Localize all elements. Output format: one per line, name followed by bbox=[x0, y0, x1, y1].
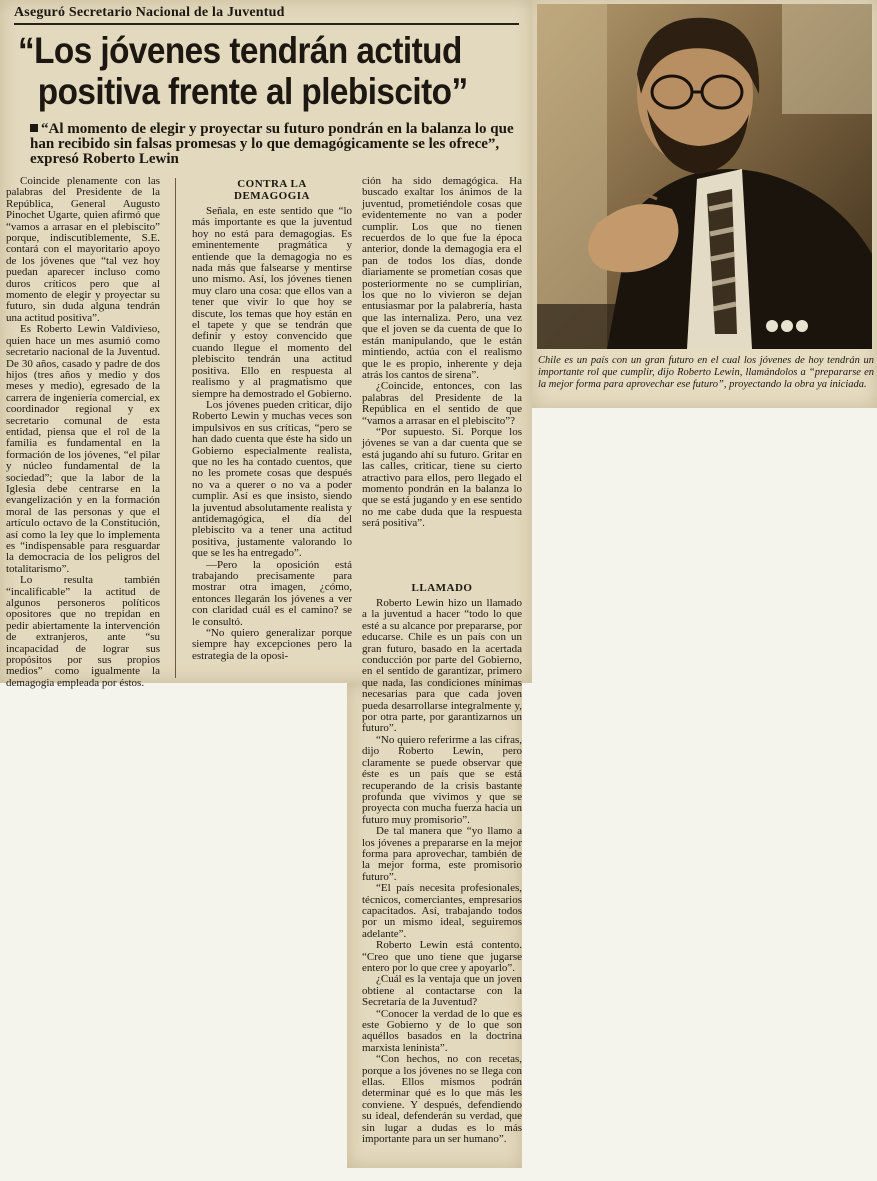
subheading-contra-la-demagogia bbox=[192, 178, 352, 202]
column-rule bbox=[175, 178, 176, 678]
deck-text: “Al momento de elegir y proyectar su futuro pondrán en la balanza lo que han recibido sin falsas promesas y lo que demagógicamente se les ofrece”, expresó Roberto Lewin bbox=[30, 121, 514, 167]
photo-caption: Chile es un país con un gran futuro en el cual los jóvenes de hoy tendrán un importante rol que cumplir, dijo Roberto Lewin, llamándolos a “prepararse en la mejor forma para aprovechar ese futuro”, proyectando la obra ya iniciada. bbox=[538, 355, 874, 390]
paragraph: Es Roberto Lewin Valdivieso, quien hace un mes asumió como secretario nacional de la Juventud. De 30 años, casado y padre de dos hijos (tres años y medio y dos meses y medio), egresado de la carrera de ingeniería comercial, ex coordinador regional y ex secretario comunal de esta entidad, piensa que el rol de la familia es fundamental en la formación de los jóvenes, “el pilar y núcleo fundamental de la sociedad”; que la labor de la Iglesia debe centrarse en la evangelización y en la formación moral de las personas y que el artículo octavo de la Constitución, así como la ley que lo implementa es “indispensable para resguardar la democracia de los peligros del totalitarismo”. bbox=[6, 323, 160, 575]
portrait-image bbox=[537, 4, 872, 349]
paragraph: “No quiero generalizar porque siempre hay excepciones pero la estrategia de la oposi- bbox=[192, 627, 352, 662]
portrait-photo bbox=[537, 4, 872, 349]
paragraph: Roberto Lewin está contento. “Creo que uno tiene que jugarse entero por lo que cree y apoyarlo”. bbox=[362, 939, 522, 974]
paragraph: “Con hechos, no con recetas, porque a los jóvenes no se llega con ellas. Ellos mismos podrán determinar qué es lo que más les conviene. Y después, defendiendo su ideal, defenderán su verdad, que sin lugar a dudas es lo más importante para un ser humano”. bbox=[362, 1053, 522, 1146]
paragraph: Roberto Lewin hizo un llamado a la juventud a hacer “todo lo que esté a su alcance por prepararse, por educarse. Chile es un país con un gran futuro, basado en la acertada conducción por parte del Gobierno, en el sentido de garantizar, primero que nada, las condiciones mínimas necesarias para que cada joven pueda desarrollarse integralmente y, por otra parte, por garantizarnos un futuro”. bbox=[362, 597, 522, 735]
kicker: Aseguró Secretario Nacional de la Juventud bbox=[14, 5, 519, 25]
paragraph: Señala, en este sentido que “lo más importante es que la juventud hoy no está para demagogias. Es eminentemente pragmática y entiende que la demagogia no es nada más que falsearse y mentirse uno mismo. Así, los jóvenes tienen muy claro una cosa: que ellos van a tener que vivir lo que hoy se discute, los temas que hoy están en el tapete y que se tendrán que definir y estoy convencido que cuando llegue el momento del plebiscito tendrán una actitud positiva. Ello en respuesta al realismo y al pragmatismo que siempre ha demostrado el Gobierno. bbox=[192, 205, 352, 400]
paragraph: De tal manera que “yo llamo a los jóvenes a prepararse en la mejor forma para aprovechar, también de la mejor forma, este promisorio futuro”. bbox=[362, 825, 522, 883]
bullet-square-icon bbox=[30, 124, 38, 132]
headline bbox=[18, 30, 473, 112]
paragraph: Los jóvenes pueden criticar, dijo Roberto Lewin y muchas veces son impulsivos en sus críticas, “pero se han dado cuenta que éste ha sido un Gobierno especialmente realista, que no les ha contado cuentos, que no les promete cosas que después no va a querer o no va a poder cumplir. Así es que insisto, siendo la juventud absolutamente realista y antidemagógica, el día del plebiscito va a tener una actitud positiva, justamente valorando lo que se les ha entregado”. bbox=[192, 398, 352, 560]
column-4 bbox=[362, 580, 522, 1162]
column-3 bbox=[362, 176, 522, 576]
headline-line-2: positiva frente al plebiscito” bbox=[37, 71, 468, 112]
paragraph: “No quiero referirme a las cifras, dijo Roberto Lewin, pero claramente se puede observar que éste es un país que se está recuperando de la crisis bastante profunda que vivimos y que se proyecta con mucha fuerza hacia un futuro muy promisorio”. bbox=[362, 733, 522, 826]
paragraph: ¿Coincide, entonces, con las palabras del Presidente de la República en el sentido de que “vamos a arrasar en el plebiscito”? bbox=[362, 380, 522, 427]
paragraph: ción ha sido demagógica. Ha buscado exaltar los ánimos de la juventud, prometiéndole cosas que evidentemente no van a poder cumplir. Los que no tienen recuerdos de lo que fue la época anterior, donde la demagogia era el pan de todos los días, donde diariamente se prometían cosas que posteriormente no se cumplirían, los que no lo vivieron se dejan entusiasmar por la palabrería, hasta que las internaliza. Pero, una vez que el joven se da cuenta de que lo están manipulando, que le están mintiendo, actúa con el realismo que le es propio, inherente y deja atrás los cantos de sirena”. bbox=[362, 175, 522, 381]
column-2 bbox=[192, 176, 352, 681]
column-1 bbox=[6, 175, 160, 689]
paragraph: ¿Cuál es la ventaja que un joven obtiene al contactarse con la Secretaría de la Juventud? bbox=[362, 973, 522, 1009]
paragraph: Coincide plenamente con las palabras del Presidente de la República, General Augusto Pinochet Ugarte, quien afirmó que “vamos a arrasar en el plebiscito” porque, indiscutiblemente, S.E. contará con el mayoritario apoyo de los jóvenes que “tal vez hoy puedan aparecer incluso como duros críticos pero que al momento de elegir y proyectar su futuro, sin duda alguna tendrán una actitud positiva”. bbox=[6, 175, 160, 324]
headline-line-1: “Los jóvenes tendrán actitud bbox=[18, 30, 462, 71]
paragraph: “El país necesita profesionales, técnicos, comerciantes, empresarios capacitados. Así, trabajando todos por un mismo ideal, seguiremos adelante”. bbox=[362, 882, 522, 940]
paragraph: Lo resulta también “incalificable” la actitud de algunos personeros políticos opositores que no trepidan en pedir abiertamente la intervención de extranjeros, ante “su incapacidad de lograr sus propósitos por sus propios medios” como igualmente la demagogia empleada por éstos. bbox=[6, 574, 160, 689]
paragraph: “Conocer la verdad de lo que es este Gobierno y de lo que son aquéllos basados en la doctrina marxista leninista”. bbox=[362, 1007, 522, 1054]
deck bbox=[30, 122, 524, 167]
subheading-line-1: CONTRA LA bbox=[237, 178, 307, 190]
paragraph: —Pero la oposición está trabajando precisamente para mostrar otra imagen, ¿cómo, entonces llegarán los jóvenes a ver con claridad cuál es el camino? se le consultó. bbox=[192, 558, 352, 628]
paragraph: “Por supuesto. Sí. Porque los jóvenes se van a dar cuenta que se está jugando ahí su futuro. Gritar en las calles, criticar, tiene su cierto atractivo para ellos, pero llegado el momento pondrán en la balanza lo que se está jugando y en ese sentido no me cabe duda que la respuesta será positiva”. bbox=[362, 425, 522, 530]
subheading-llamado: LLAMADO bbox=[411, 582, 473, 594]
subheading-line-2: DEMAGOGIA bbox=[234, 190, 310, 202]
